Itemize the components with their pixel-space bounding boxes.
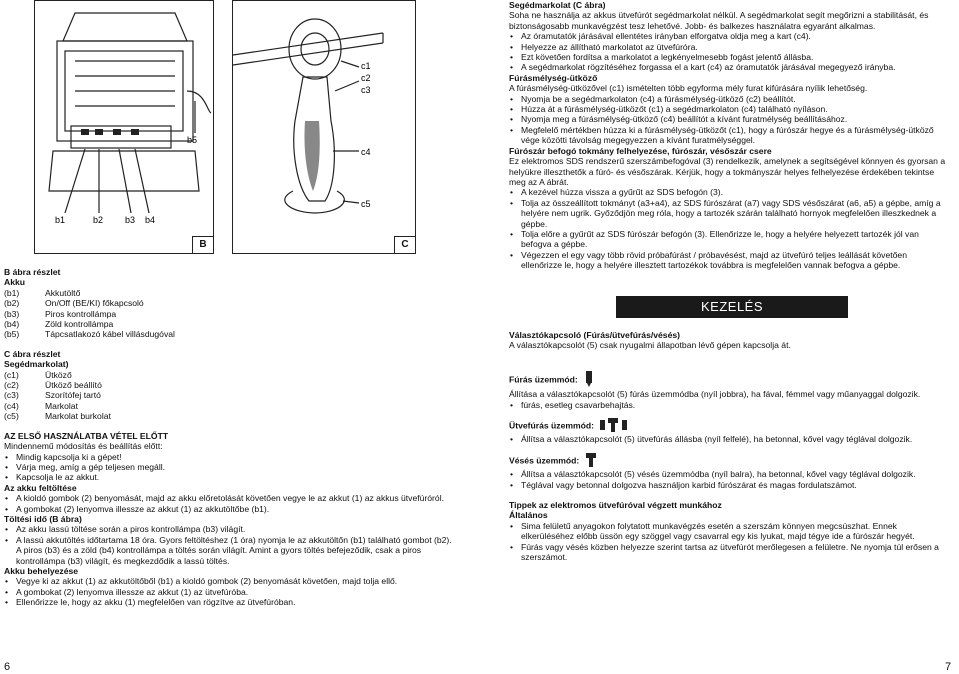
legend-key: (c5) — [4, 411, 19, 422]
legend-key: (b4) — [4, 319, 20, 330]
list-item: • A gombokat (2) lenyomva illessze az akkut (1) az ütvefúróba. — [4, 587, 452, 597]
legend-row — [4, 401, 452, 411]
callout-b5: b5 — [187, 135, 198, 145]
chisel-icon — [586, 453, 598, 469]
c-subtitle: Segédmarkolat) — [4, 359, 69, 370]
general-list — [509, 521, 946, 563]
callout-c5: c5 — [361, 199, 371, 209]
chisel-mode-heading — [509, 453, 946, 469]
legend-key: (c4) — [4, 400, 19, 411]
depth-stop-heading: Fúrásmélység-ütköző — [509, 72, 598, 83]
page-number-right: 7 — [945, 661, 952, 673]
legend-row — [4, 288, 452, 298]
callout-c4: c4 — [361, 147, 371, 157]
list-item: • Sima felületű anyagokon folytatott munkavégzés esetén a szerszám könnyen megcsúszhat. Ennek elkerüléséhez előbb üssön egy szöggel vagy csavarral egy kis lyukat, majd tégye ide a fúrószár hegyét. — [509, 521, 946, 542]
first-use-list — [4, 452, 452, 483]
hammer-mode-label: Ütvefúrás üzemmód: — [509, 420, 594, 431]
legend-key: (b3) — [4, 308, 20, 319]
selector-text: A választókapcsolót (5) csak nyugalmi állapotban lévő gépen kapcsolja át. — [509, 340, 791, 351]
callout-c3: c3 — [361, 85, 371, 95]
list-item: • Végezzen el egy vagy több rövid próbafúrást / próbavésést, majd az ütvefúró teljes leállását követően ellenőrizze le, hogy a helyére illesztett tartozékok továbbra is megfelelően vannak befogva a gépbe. — [509, 250, 946, 271]
list-item: • Kapcsolja le az akkut. — [4, 472, 452, 482]
legend-value: Zöld kontrollámpa — [45, 319, 114, 330]
list-item: • Tolja előre a gyűrűt az SDS fúrószár befogón (3). Ellenőrizze le, hogy a helyére helyezett tartozék jól van befogva a gépbe. — [509, 229, 946, 250]
callout-b1: b1 — [55, 215, 66, 225]
legend-value: Tápcsatlakozó kábel villásdugóval — [45, 329, 175, 340]
legend-key: (c3) — [4, 390, 19, 401]
legend-row — [4, 390, 452, 400]
legend-row — [4, 411, 452, 421]
chisel-mode-list — [509, 469, 946, 490]
legend-value: Akkutöltő — [45, 287, 81, 298]
figure-c-label: C — [394, 236, 415, 253]
legend-key: (b2) — [4, 298, 20, 309]
battery-charge-list — [4, 493, 452, 514]
list-item: • A segédmarkolat rögzítéséhez forgassa el a kart (c4) az óramutatók járásával megegyező irányba. — [509, 62, 946, 72]
legend-key: (c2) — [4, 380, 19, 391]
hammer-mode-heading — [509, 418, 946, 434]
list-item: • Tolja az összeállított tokmányt (a3+a4), az SDS fúrószárat (a7) vagy SDS vésőszárat (a6, a5) a gépbe, amíg a helyére nem ugrik. Győződjön meg róla, hogy a tartozék szárán található hornyok megfelelően illeszkednek a gépbe. — [509, 198, 946, 229]
list-item: • Várja meg, amíg a gép teljesen megáll. — [4, 462, 452, 472]
callout-c1: c1 — [361, 61, 371, 71]
page-number-left: 6 — [4, 661, 11, 673]
bit-change-text: Ez elektromos SDS rendszerű szerszámbefogóval (3) rendelkezik, amelynek a segítségével könnyen és gyorsan a helyükre illeszthetők a fúró- és vésőszárak. Kérjük, hogy a tokmányszár helyes felhelyezése érdekében tekintse meg az A ábrát. — [509, 156, 946, 187]
section-banner: KEZELÉS — [616, 296, 848, 318]
legend-value: Ütköző beállító — [45, 380, 102, 391]
auxiliary-handle-illustration — [233, 1, 415, 253]
first-use-heading: AZ ELSŐ HASZNÁLATBA VÉTEL ELŐTT — [4, 430, 169, 441]
list-item: • Állítsa a választókapcsolót (5) ütvefúrás állásba (nyíl felfelé), ha betonnal, kővel vagy téglával dolgozik. — [509, 434, 946, 444]
list-item: • Állítsa a választókapcsolót (5) vésés üzemmódba (nyíl balra), ha betonnal, kővel vagy téglával dolgozik. — [509, 469, 946, 479]
list-item: • A kezével húzza vissza a gyűrűt az SDS befogón (3). — [509, 187, 946, 197]
legend-value: Markolat burkolat — [45, 411, 111, 422]
legend-row — [4, 319, 452, 329]
c-title: C ábra részlet — [4, 348, 61, 359]
callout-b2: b2 — [93, 215, 104, 225]
legend-value: On/Off (BE/KI) főkapcsoló — [45, 298, 144, 309]
c-legend — [4, 370, 452, 422]
callout-b4: b4 — [145, 215, 156, 225]
right-column-upper — [509, 0, 946, 271]
list-item: • Megfelelő mértékben húzza ki a fúrásmélység-ütközőt (c1), hogy a fúrószár hegye és a fúrásmélység-ütköző vége közötti távolság megegyezzen a kívánt furatmélységgel. — [509, 125, 946, 146]
list-item: • A gombokat (2) lenyomva illessze az akkut (1) az akkutöltőbe (b1). — [4, 504, 452, 514]
aux-handle-list — [509, 31, 946, 73]
legend-row — [4, 380, 452, 390]
list-item: • Téglával vagy betonnal dolgozva használjon karbid fúrószárat és magas fordulatszámot. — [509, 480, 946, 490]
bit-change-heading: Fúrószár befogó tokmány felhelyezése, fúrószár, vésőszár csere — [509, 145, 772, 156]
list-item: • Mindig kapcsolja ki a gépet! — [4, 452, 452, 462]
legend-value: Ütköző — [45, 369, 72, 380]
list-item: • Ellenőrizze le, hogy az akku (1) megfelelően van rögzítve az ütvefúróban. — [4, 597, 452, 607]
figure-b-label: B — [192, 236, 213, 253]
depth-stop-list — [509, 94, 946, 146]
b-title: B ábra részlet — [4, 267, 61, 277]
left-column — [4, 267, 452, 608]
battery-insert-list — [4, 576, 452, 607]
legend-key: (c1) — [4, 369, 19, 380]
aux-handle-text: Soha ne használja az akkus ütvefúrót segédmarkolat nélkül. A segédmarkolat segít megőrizni a stabilitását, és biztonságosabb munkavégzést tesz lehetővé. Jobb- és balkezes használatra egyaránt alkalmas. — [509, 10, 929, 31]
battery-charge-heading: Az akku feltöltése — [4, 482, 77, 493]
legend-value: Piros kontrollámpa — [45, 308, 117, 319]
list-item: • A lassú akkutöltés időtartama 18 óra. Gyors feltöltéshez (1 óra) nyomja le az akkutöltőn (b1) található gombot (b2). A piros (b3) és a zöld (b4) kontrollámpa a töltés során világít. Amint a gyors töltés befejeződik, csak a piros kontrollámpa (b3) világít, és megkezdődik a lassú töltés. — [4, 535, 452, 566]
hammer-drill-icon — [600, 418, 628, 434]
first-use-intro: Mindennemű módosítás és beállítás előtt: — [4, 441, 163, 452]
charge-time-heading: Töltési idő (B ábra) — [4, 513, 82, 524]
legend-key: (b5) — [4, 329, 20, 340]
legend-value: Markolat — [45, 400, 78, 411]
legend-key: (b1) — [4, 287, 20, 298]
legend-row — [4, 329, 452, 339]
b-subtitle: Akku — [4, 277, 26, 288]
selector-heading: Választókapcsoló (Fúrás/ütvefúrás/vésés) — [509, 330, 680, 340]
list-item: • Ezt követően fordítsa a markolatot a legkényelmesebb fogást jelentő állásba. — [509, 52, 946, 62]
b-legend — [4, 288, 452, 340]
charge-time-list — [4, 524, 452, 566]
bit-change-list — [509, 187, 946, 270]
figure-c — [232, 0, 416, 254]
hammer-mode-list — [509, 434, 946, 444]
legend-value: Szorítófej tartó — [45, 390, 101, 401]
legend-row — [4, 309, 452, 319]
battery-insert-heading: Akku behelyezése — [4, 565, 79, 576]
list-item: • Húzza át a fúrásmélység-ütközőt (c1) a segédmarkolaton (c4) található nyíláson. — [509, 104, 946, 114]
drill-mode-list — [509, 400, 946, 410]
callout-b3: b3 — [125, 215, 136, 225]
general-heading: Általános — [509, 510, 548, 521]
figure-b — [34, 0, 214, 254]
list-item: • Az akku lassú töltése során a piros kontrollámpa (b3) világít. — [4, 524, 452, 534]
legend-row — [4, 370, 452, 380]
list-item: • A kioldó gombok (2) benyomását, majd az akku előretolását követően vegye le az akkut (1) az akkus ütvefúróról. — [4, 493, 452, 503]
list-item: • fúrás, esetleg csavarbehajtás. — [509, 400, 946, 410]
drill-mode-label: Fúrás üzemmód: — [509, 374, 578, 385]
list-item: • Helyezze az állítható markolatot az ütvefúróra. — [509, 42, 946, 52]
depth-stop-text: A fúrásmélység-ütközővel (c1) ismételten több egyforma mély furat kifúrására nyílik lehetőség. — [509, 83, 868, 94]
drill-mode-text: Állítása a választókapcsolót (5) fúrás üzemmódba (nyíl jobbra), ha fával, fémmel vagy műanyaggal dolgozik. — [509, 389, 921, 400]
chisel-mode-label: Vésés üzemmód: — [509, 455, 580, 466]
list-item: • Az óramutatók járásával ellentétes irányban elforgatva oldja meg a kart (c4). — [509, 31, 946, 41]
aux-handle-heading: Segédmarkolat (C ábra) — [509, 0, 606, 10]
drill-icon — [584, 371, 594, 389]
callout-c2: c2 — [361, 73, 371, 83]
list-item: • Nyomja be a segédmarkolaton (c4) a fúrásmélység-ütköző (c2) beállítót. — [509, 94, 946, 104]
legend-row — [4, 298, 452, 308]
list-item: • Vegye ki az akkut (1) az akkutöltőből (b1) a kioldó gombok (2) benyomását követően, majd tolja ellő. — [4, 576, 452, 586]
tips-heading: Tippek az elektromos ütvefúróval végzett munkához — [509, 500, 722, 511]
list-item: • Fúrás vagy vésés közben helyezze szerint tartsa az ütvefúrót merőlegesen a felületre. Ne nyomja túl erősen a szerszámot. — [509, 542, 946, 563]
right-column-lower — [509, 330, 946, 563]
drill-mode-heading — [509, 371, 946, 389]
list-item: • Nyomja meg a fúrásmélység-ütköző (c4) beállítót a kívánt furatmélység beállításához. — [509, 114, 946, 124]
charger-illustration — [35, 1, 213, 253]
